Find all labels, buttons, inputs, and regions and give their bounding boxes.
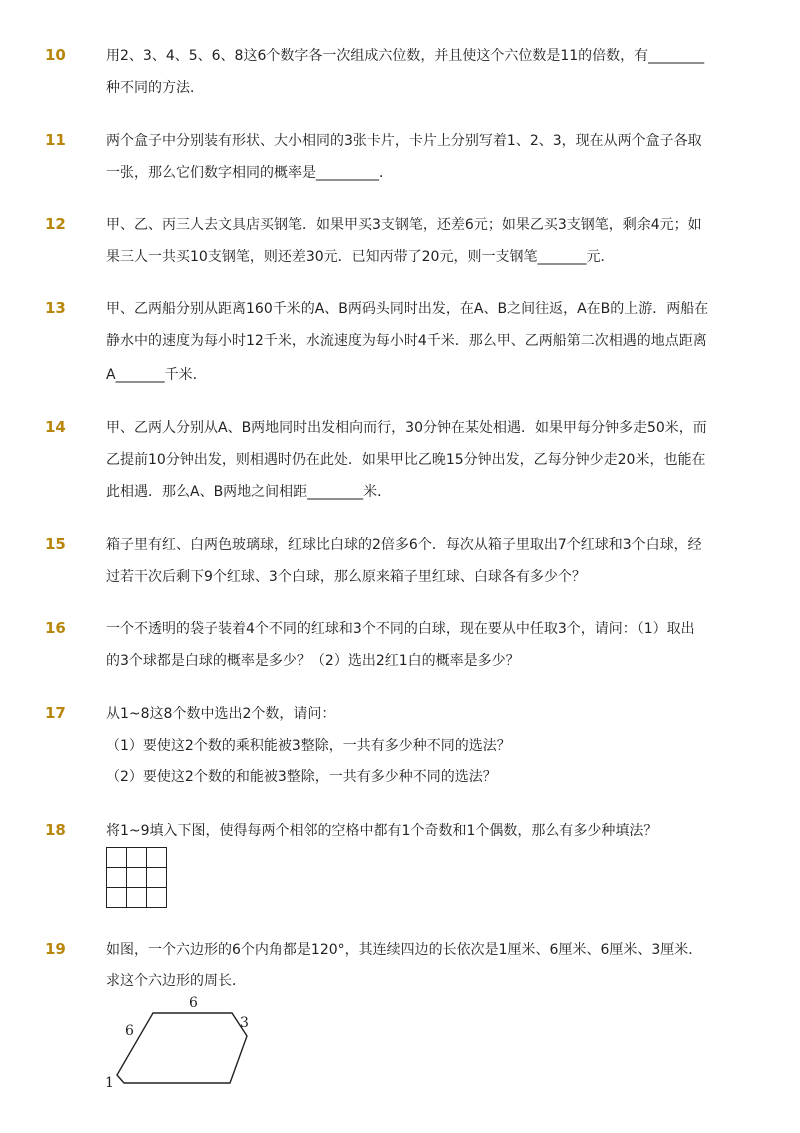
problem-14-line-1: 甲、乙两人分别从A、B两地同时出发相向而行，30分钟在某处相遇．如果甲每分钟多走50米，而 [106, 420, 707, 436]
problem-11-line-2: 一张，那么它们数字相同的概率是_________． [106, 165, 393, 181]
grid-cell [127, 848, 147, 868]
grid-cell [107, 888, 127, 908]
hexagon-shape [117, 1013, 247, 1083]
problem-13-line-1: 甲、乙两船分别从距离160千米的A、B两码头同时出发，在A、B之间往返，A在B的上游．两船在 [106, 301, 709, 317]
problem-17-line-3: （2）要使这2个数的和能被3整除，一共有多少种不同的选法？ [106, 769, 497, 785]
problem-12-line-2: 果三人一共买10支钢笔，则还差30元．已知丙带了20元，则一支钢笔_______元． [106, 249, 615, 265]
problem-13-line-2: 静水中的速度为每小时12千米，水流速度为每小时4千米．那么甲、乙两船第二次相遇的地点距离 [106, 333, 707, 349]
problem-17-line-1: 从1~8这8个数中选出2个数，请问： [106, 706, 336, 722]
grid-cell [107, 868, 127, 888]
problem-13-line-3: A_______千米． [106, 367, 207, 383]
problem-14-line-2: 乙提前10分钟出发，则相遇时仍在此处．如果甲比乙晚15分钟出发，乙每分钟少走20米，也能在 [106, 452, 706, 468]
problem-number-14: 14 [45, 418, 66, 436]
problem-number-19: 19 [45, 940, 66, 958]
problem-15-line-1: 箱子里有红、白两色玻璃球，红球比白球的2倍多6个．每次从箱子里取出7个红球和3个白球，经 [106, 537, 702, 553]
hexagon-label-left: 6 [125, 1023, 134, 1039]
problem-number-15: 15 [45, 535, 66, 553]
grid-cell [147, 848, 167, 868]
grid-cell [147, 888, 167, 908]
problem-16-line-1: 一个不透明的袋子装着4个不同的红球和3个不同的白球，现在要从中任取3个，请问：（1）取出 [106, 621, 695, 637]
problem-number-17: 17 [45, 704, 66, 722]
problem-11-line-1: 两个盒子中分别装有形状、大小相同的3张卡片，卡片上分别写着1、2、3，现在从两个盒子各取 [106, 133, 702, 149]
grid-cell [147, 868, 167, 888]
problem-19-line-2: 求这个六边形的周长． [106, 973, 246, 989]
problem-number-10: 10 [45, 46, 66, 64]
problem-14-line-3: 此相遇．那么A、B两地之间相距________米． [106, 484, 392, 500]
problem-10-line-2: 种不同的方法． [106, 80, 204, 96]
problem-number-18: 18 [45, 821, 66, 839]
problem-10-line-1: 用2、3、4、5、6、8这6个数字各一次组成六位数，并且使这个六位数是11的倍数，有________ [106, 48, 705, 64]
grid-cell [127, 868, 147, 888]
grid-cell [127, 888, 147, 908]
problem-18-line-1: 将1~9填入下图，使得每两个相邻的空格中都有1个奇数和1个偶数，那么有多少种填法？ [106, 823, 658, 839]
hexagon-label-top: 6 [189, 995, 198, 1011]
three-by-three-grid [106, 847, 167, 908]
problem-19-line-1: 如图，一个六边形的6个内角都是120°，其连续四边的长依次是1厘米、6厘米、6厘米、3厘米． [106, 942, 703, 958]
problem-number-11: 11 [45, 131, 66, 149]
problem-16-line-2: 的3个球都是白球的概率是多少？（2）选出2红1白的概率是多少？ [106, 653, 520, 669]
problem-number-13: 13 [45, 299, 66, 317]
grid-cell [107, 848, 127, 868]
problem-number-12: 12 [45, 215, 66, 233]
problem-17-line-2: （1）要使这2个数的乘积能被3整除，一共有多少种不同的选法？ [106, 738, 511, 754]
problem-15-line-2: 过若干次后剩下9个红球、3个白球，那么原来箱子里红球、白球各有多少个？ [106, 569, 586, 585]
problem-12-line-1: 甲、乙、丙三人去文具店买钢笔．如果甲买3支钢笔，还差6元；如果乙买3支钢笔，剩余4元；如 [106, 217, 702, 233]
hexagon-figure [100, 990, 260, 1095]
hexagon-label-right: 3 [240, 1015, 249, 1031]
problem-number-16: 16 [45, 619, 66, 637]
hexagon-label-bottom-left: 1 [105, 1075, 114, 1091]
